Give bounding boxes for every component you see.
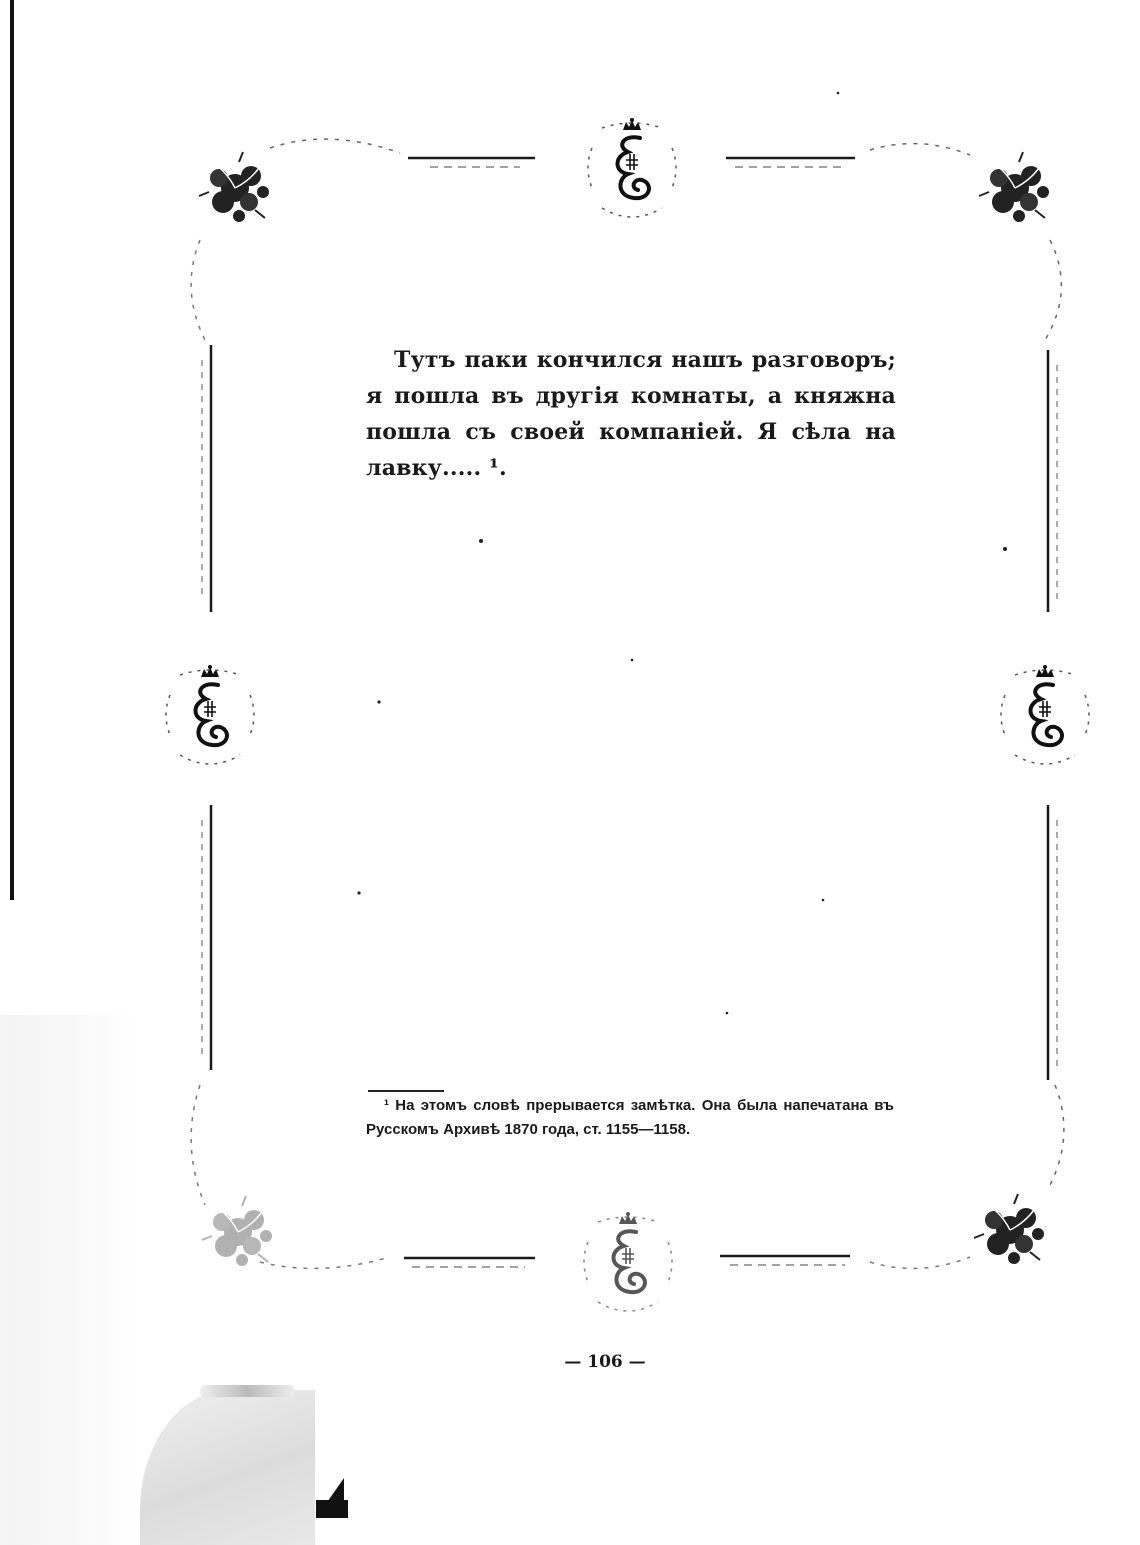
footnote-text: ¹ На этомъ словѣ прерывается замѣтка. Она была напечатана въ Русскомъ Архивѣ 1870 года, ст. 1155—1158. [366,1097,894,1138]
footnote [366,1094,894,1142]
top-border [270,139,970,167]
body-text [366,342,896,486]
floral-corner-icon [202,1196,272,1266]
crowned-monogram-icon [584,1212,672,1311]
body-paragraph: Тутъ паки кончился нашъ разговоръ; я пошла въ другія комнаты, а княжна пошла съ своей компаніей. Я сѣла на лавку..... ¹. [366,347,896,481]
crowned-monogram-icon [1001,665,1089,764]
crowned-monogram-icon [588,118,676,217]
crowned-monogram-icon [166,665,254,764]
page-number: — 106 — [564,1352,646,1372]
scan-specks [357,92,1007,1015]
floral-corner-icon [974,1194,1044,1264]
floral-corner-icon [979,152,1049,222]
footnote-rule [368,1090,444,1092]
floral-corner-icon [199,152,269,222]
